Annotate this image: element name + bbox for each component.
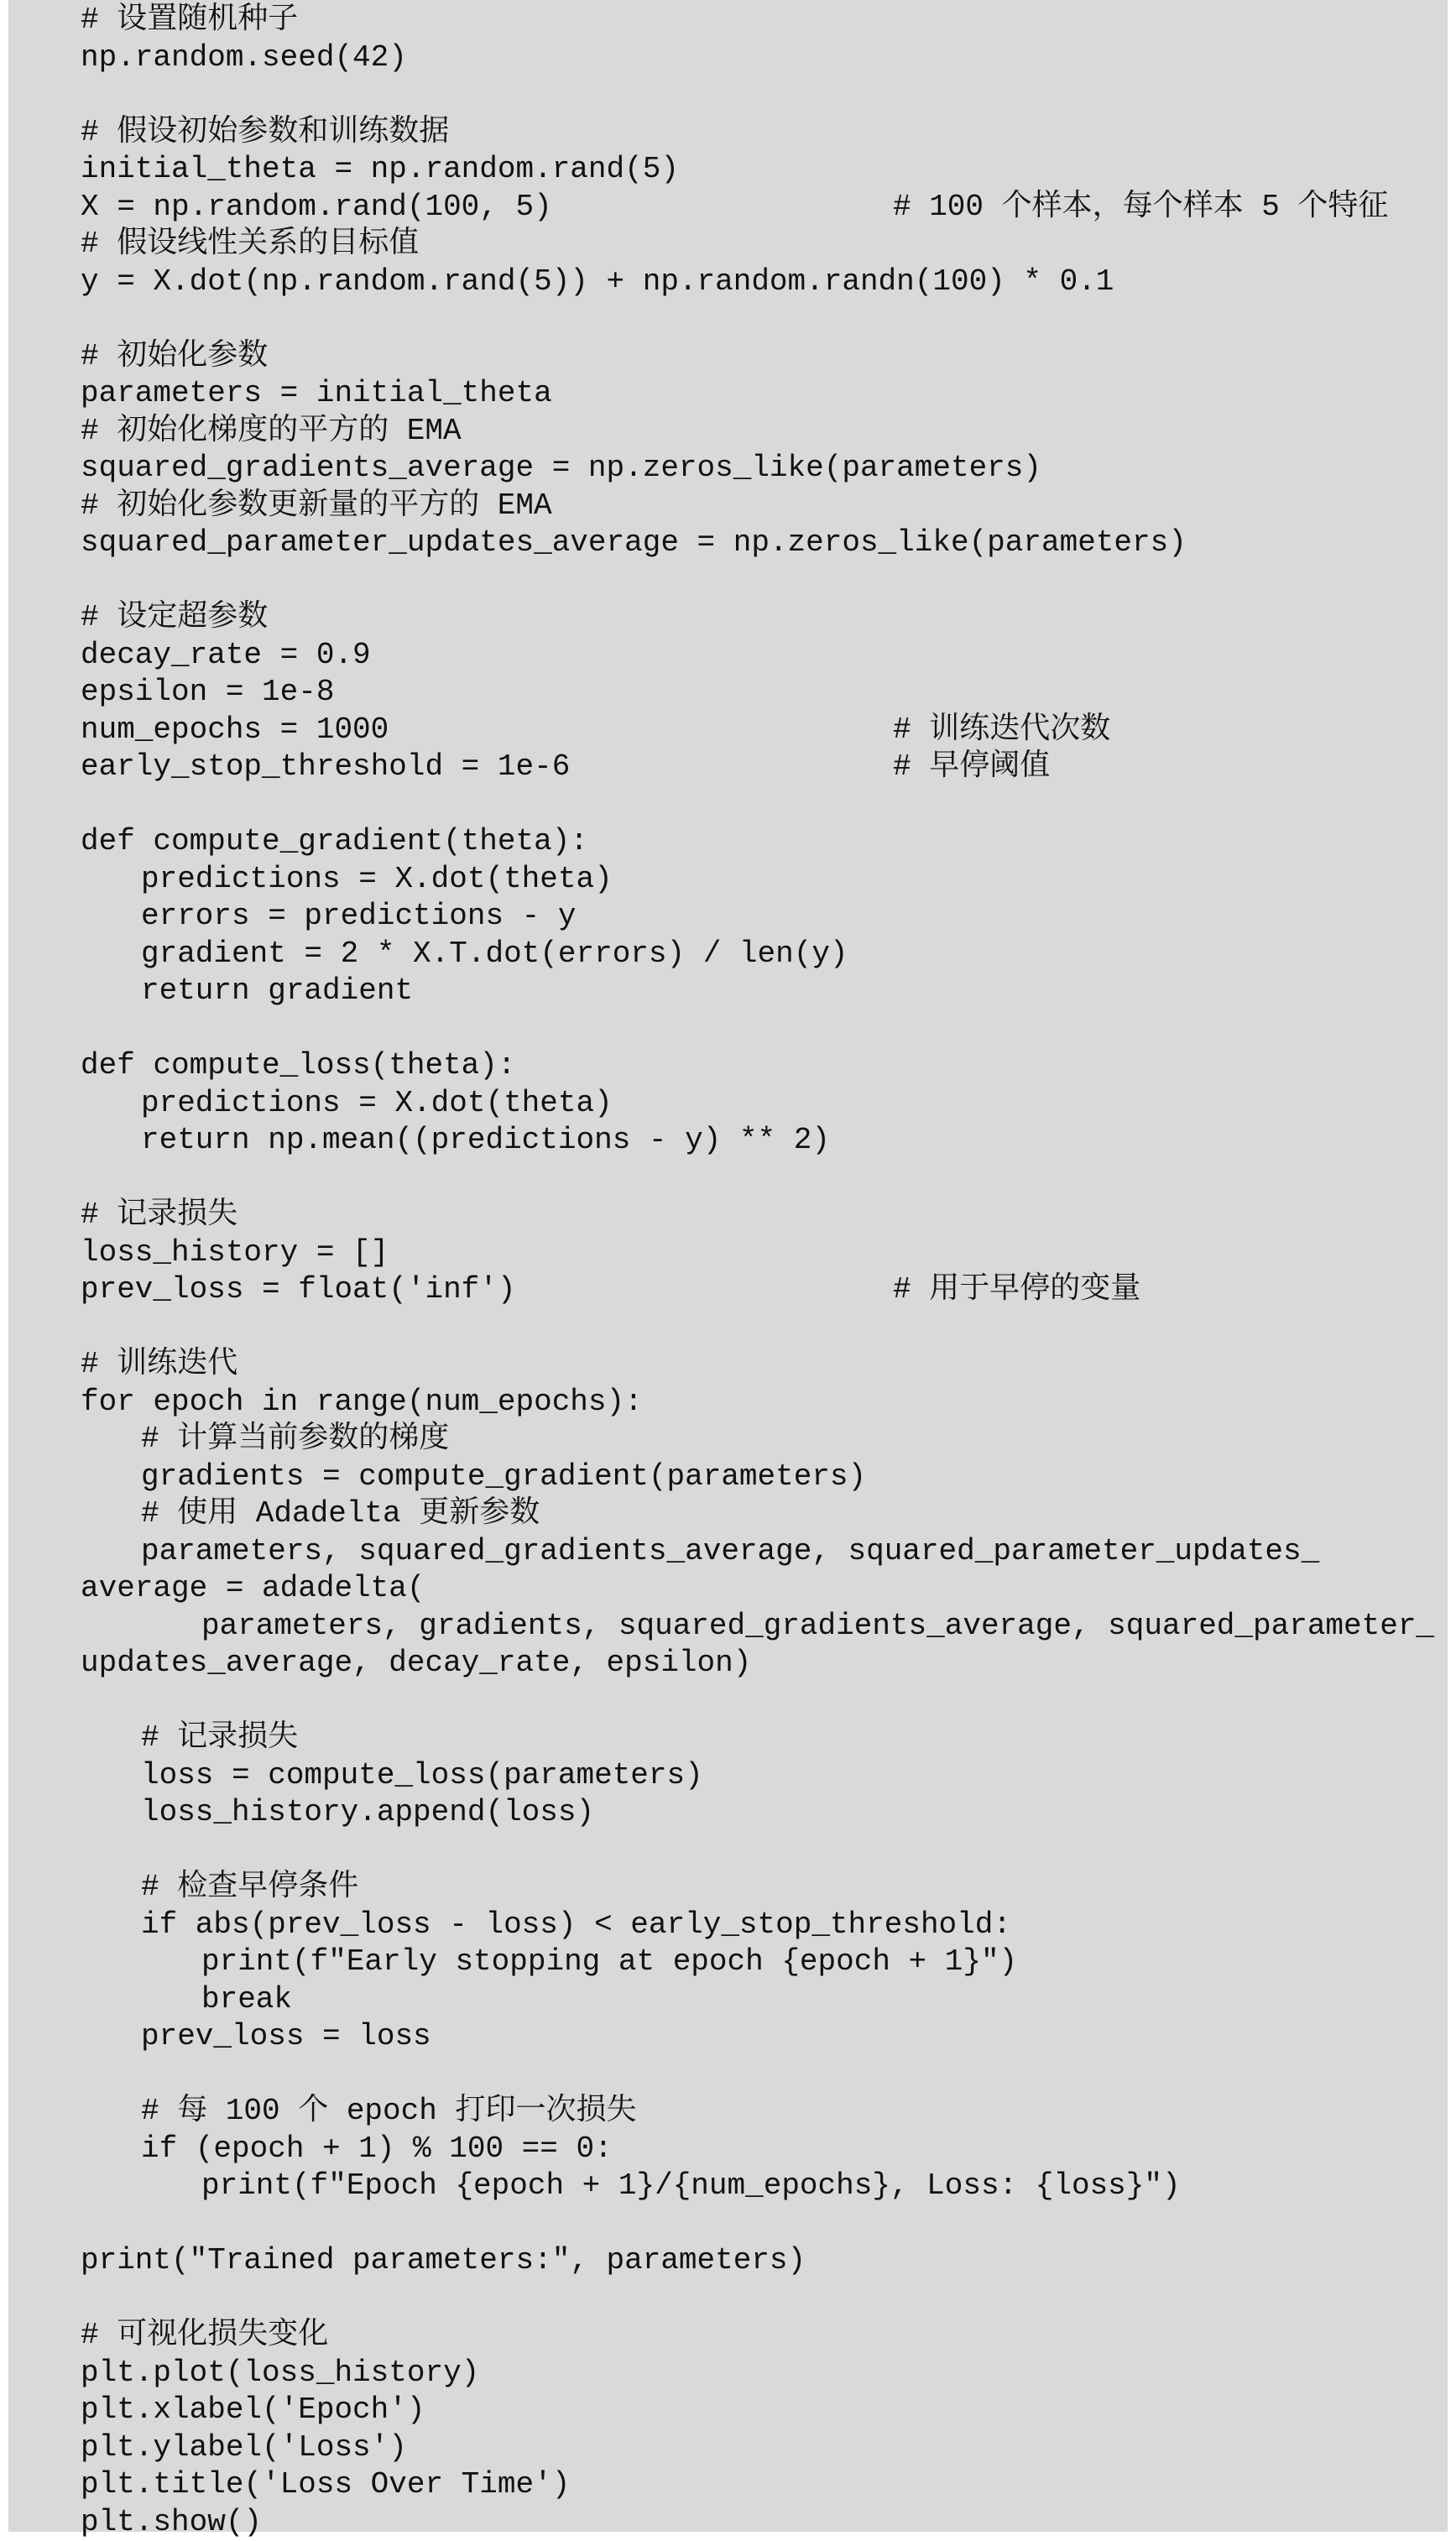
- code-line: [8, 2466, 1448, 2504]
- code-line: [8, 226, 1448, 263]
- code-block: [8, 0, 1448, 2532]
- code-text: # 可视化损失变化: [81, 2318, 328, 2352]
- code-line: [8, 2280, 1448, 2318]
- code-text: early_stop_threshold = 1e-6: [81, 749, 570, 784]
- code-text: print(f"Early stopping at epoch {epoch + 1}"): [201, 1944, 1017, 1979]
- code-line: [8, 2056, 1448, 2094]
- code-line: [8, 1384, 1448, 1422]
- code-text: parameters = initial_theta: [81, 376, 552, 410]
- code-line: [8, 1869, 1448, 1907]
- code-line: [8, 263, 1448, 301]
- code-line: [8, 1495, 1448, 1533]
- code-line: [8, 2, 1448, 39]
- code-text: plt.xlabel('Epoch'): [81, 2392, 425, 2427]
- code-line: [8, 1309, 1448, 1347]
- code-text: initial_theta = np.random.rand(5): [81, 152, 679, 186]
- code-line: [8, 1271, 1448, 1309]
- code-text: loss_history.append(loss): [141, 1795, 594, 1829]
- code-text: np.random.seed(42): [81, 40, 407, 75]
- code-line: [8, 338, 1448, 376]
- code-text: predictions = X.dot(theta): [141, 862, 613, 896]
- code-text: def compute_gradient(theta):: [81, 824, 588, 858]
- code-text: # 检查早停条件: [141, 1870, 358, 1904]
- code-text: plt.show(): [81, 2505, 262, 2539]
- code-line: [8, 1047, 1448, 1085]
- code-text: # 记录损失: [141, 1720, 298, 1755]
- code-text: return np.mean((predictions - y) ** 2): [141, 1123, 830, 1157]
- code-line: [8, 114, 1448, 152]
- code-line: [8, 450, 1448, 488]
- code-line: [8, 2093, 1448, 2131]
- code-text: for epoch in range(num_epochs):: [81, 1385, 643, 1419]
- code-text: updates_average, decay_rate, epsilon): [81, 1646, 751, 1680]
- inline-comment: # 用于早停的变量: [893, 1271, 1140, 1309]
- code-line: [8, 39, 1448, 77]
- code-line: [8, 1160, 1448, 1197]
- code-line: [8, 1122, 1448, 1160]
- code-line: [8, 2018, 1448, 2056]
- code-line: [8, 2504, 1448, 2541]
- code-line: [8, 2429, 1448, 2467]
- code-line: [8, 1421, 1448, 1458]
- code-text: num_epochs = 1000: [81, 712, 389, 747]
- code-line: [8, 1346, 1448, 1384]
- code-text: # 设定超参数: [81, 600, 268, 634]
- code-line: [8, 1757, 1448, 1795]
- code-line: [8, 488, 1448, 525]
- code-line: [8, 786, 1448, 824]
- code-line: [8, 2205, 1448, 2243]
- code-text: plt.ylabel('Loss'): [81, 2430, 407, 2465]
- code-line: [8, 1981, 1448, 2019]
- code-line: [8, 861, 1448, 899]
- code-line: [8, 1608, 1448, 1646]
- code-text: prev_loss = loss: [141, 2019, 431, 2053]
- code-line: [8, 1683, 1448, 1720]
- code-text: return gradient: [141, 973, 413, 1008]
- code-text: squared_parameter_updates_average = np.zeros_like(parameters): [81, 525, 1187, 560]
- code-line: [8, 2392, 1448, 2429]
- code-text: if (epoch + 1) % 100 == 0:: [141, 2131, 613, 2166]
- code-text: # 设置随机种子: [81, 3, 298, 37]
- code-line: [8, 151, 1448, 189]
- code-text: epsilon = 1e-8: [81, 675, 334, 709]
- code-text: gradients = compute_gradient(parameters): [141, 1459, 866, 1494]
- code-text: gradient = 2 * X.T.dot(errors) / len(y): [141, 937, 848, 971]
- code-line: [8, 599, 1448, 637]
- code-text: # 记录损失: [81, 1197, 237, 1232]
- code-line: [8, 1458, 1448, 1496]
- code-line: [8, 76, 1448, 114]
- code-text: # 假设初始参数和训练数据: [81, 115, 449, 149]
- code-text: parameters, gradients, squared_gradients_average, squared_parameter_: [201, 1609, 1434, 1643]
- code-line: [8, 562, 1448, 600]
- code-line: [8, 1085, 1448, 1123]
- code-line: [8, 674, 1448, 712]
- code-line: [8, 1907, 1448, 1944]
- code-line: [8, 300, 1448, 338]
- code-line: [8, 749, 1448, 786]
- code-text: # 训练迭代: [81, 1347, 237, 1381]
- code-text: # 使用 Adadelta 更新参数: [141, 1496, 540, 1531]
- code-line: [8, 1010, 1448, 1048]
- code-text: errors = predictions - y: [141, 899, 576, 933]
- code-line: [8, 823, 1448, 861]
- code-text: loss = compute_loss(parameters): [141, 1758, 703, 1792]
- code-line: [8, 1645, 1448, 1683]
- code-line: [8, 375, 1448, 413]
- code-text: def compute_loss(theta):: [81, 1048, 515, 1083]
- inline-comment: # 训练迭代次数: [893, 712, 1110, 749]
- code-line: [8, 189, 1448, 227]
- code-line: [8, 1944, 1448, 1981]
- code-text: plt.plot(loss_history): [81, 2356, 479, 2390]
- code-line: [8, 2355, 1448, 2392]
- code-text: # 计算当前参数的梯度: [141, 1422, 449, 1456]
- code-text: y = X.dot(np.random.rand(5)) + np.random.randn(100) * 0.1: [81, 264, 1114, 299]
- inline-comment: # 100 个样本，每个样本 5 个特征: [893, 189, 1388, 227]
- code-text: # 初始化参数更新量的平方的 EMA: [81, 488, 552, 523]
- code-line: [8, 2131, 1448, 2168]
- code-line: [8, 936, 1448, 973]
- code-text: parameters, squared_gradients_average, squared_parameter_updates_: [141, 1534, 1319, 1568]
- code-line: [8, 1719, 1448, 1757]
- code-line: [8, 1533, 1448, 1571]
- code-line: [8, 712, 1448, 749]
- code-line: [8, 1794, 1448, 1832]
- code-text: decay_rate = 0.9: [81, 638, 371, 672]
- code-text: prev_loss = float('inf'): [81, 1272, 515, 1307]
- code-text: if abs(prev_loss - loss) < early_stop_threshold:: [141, 1907, 1011, 1942]
- code-line: [8, 2242, 1448, 2280]
- code-line: [8, 2317, 1448, 2355]
- inline-comment: # 早停阈值: [893, 749, 1050, 786]
- code-line: [8, 637, 1448, 675]
- code-text: squared_gradients_average = np.zeros_like(parameters): [81, 451, 1041, 485]
- code-text: average = adadelta(: [81, 1571, 425, 1605]
- code-line: [8, 524, 1448, 562]
- code-line: [8, 1197, 1448, 1234]
- code-line: [8, 2168, 1448, 2205]
- code-line: [8, 413, 1448, 451]
- code-text: X = np.random.rand(100, 5): [81, 190, 552, 224]
- code-line: [8, 973, 1448, 1010]
- code-text: # 初始化参数: [81, 339, 268, 373]
- code-line: [8, 898, 1448, 936]
- code-text: # 初始化梯度的平方的 EMA: [81, 414, 462, 448]
- code-text: break: [201, 1982, 292, 2017]
- code-line: [8, 1832, 1448, 1870]
- code-line: [8, 1234, 1448, 1272]
- code-text: print("Trained parameters:", parameters): [81, 2243, 806, 2278]
- code-text: predictions = X.dot(theta): [141, 1086, 613, 1120]
- code-text: # 假设线性关系的目标值: [81, 227, 419, 261]
- code-line: [8, 1570, 1448, 1608]
- code-text: # 每 100 个 epoch 打印一次损失: [141, 2094, 636, 2128]
- code-text: loss_history = []: [81, 1235, 389, 1270]
- code-text: plt.title('Loss Over Time'): [81, 2467, 570, 2502]
- code-text: print(f"Epoch {epoch + 1}/{num_epochs}, Loss: {loss}"): [201, 2168, 1181, 2203]
